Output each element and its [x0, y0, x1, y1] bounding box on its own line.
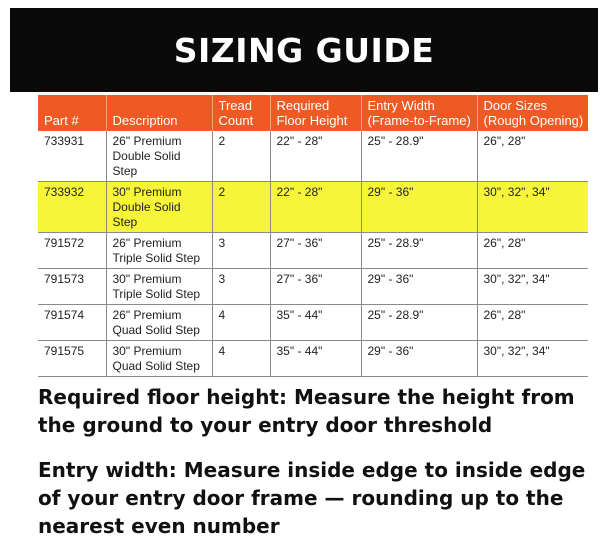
cell-description: 26" Premium Triple Solid Step [106, 233, 212, 269]
cell-tread: 2 [212, 182, 270, 233]
entry-width-note: Entry width: Measure inside edge to inside edge of your entry door frame — rounding up to the nearest even number [38, 458, 586, 538]
cell-description: 30" Premium Quad Solid Step [106, 341, 212, 377]
cell-floor-height: 22" - 28" [270, 131, 361, 182]
cell-entry-width: 29" - 36" [361, 182, 477, 233]
cell-door-sizes: 26", 28" [477, 233, 588, 269]
header-door-sizes: Door Sizes (Rough Opening) [477, 95, 588, 131]
table-row-highlighted [38, 182, 588, 233]
cell-description: 26" Premium Quad Solid Step [106, 305, 212, 341]
cell-description: 26" Premium Double Solid Step [106, 131, 212, 182]
cell-door-sizes: 30", 32", 34" [477, 269, 588, 305]
table-header-row [38, 95, 588, 131]
cell-entry-width: 29" - 36" [361, 341, 477, 377]
cell-floor-height: 27" - 36" [270, 269, 361, 305]
cell-door-sizes: 30", 32", 34" [477, 182, 588, 233]
table-row [38, 131, 588, 182]
cell-entry-width: 25" - 28.9" [361, 131, 477, 182]
table-row [38, 305, 588, 341]
header-description: Description [106, 95, 212, 131]
cell-floor-height: 35" - 44" [270, 305, 361, 341]
cell-tread: 4 [212, 341, 270, 377]
cell-door-sizes: 26", 28" [477, 305, 588, 341]
cell-part: 791575 [38, 341, 106, 377]
cell-door-sizes: 26", 28" [477, 131, 588, 182]
table-row [38, 341, 588, 377]
cell-floor-height: 27" - 36" [270, 233, 361, 269]
header-tread-count: Tread Count [212, 95, 270, 131]
cell-tread: 4 [212, 305, 270, 341]
header-entry-width: Entry Width (Frame-to-Frame) [361, 95, 477, 131]
cell-door-sizes: 30", 32", 34" [477, 341, 588, 377]
floor-height-note: Required floor height: Measure the height from the ground to your entry door threshold [38, 385, 575, 437]
cell-entry-width: 25" - 28.9" [361, 233, 477, 269]
cell-entry-width: 29" - 36" [361, 269, 477, 305]
cell-part: 791572 [38, 233, 106, 269]
cell-tread: 2 [212, 131, 270, 182]
table-row [38, 269, 588, 305]
cell-part: 733931 [38, 131, 106, 182]
sizing-table [38, 95, 588, 377]
header-floor-height: Required Floor Height [270, 95, 361, 131]
table-row [38, 233, 588, 269]
cell-tread: 3 [212, 233, 270, 269]
cell-part: 733932 [38, 182, 106, 233]
cell-description: 30" Premium Double Solid Step [106, 182, 212, 233]
cell-part: 791573 [38, 269, 106, 305]
header-part-number: Part # [38, 95, 106, 131]
sizing-notes [38, 383, 598, 557]
title-banner [10, 8, 598, 92]
cell-entry-width: 25" - 28.9" [361, 305, 477, 341]
cell-part: 791574 [38, 305, 106, 341]
cell-floor-height: 22" - 28" [270, 182, 361, 233]
cell-floor-height: 35" - 44" [270, 341, 361, 377]
cell-tread: 3 [212, 269, 270, 305]
cell-description: 30" Premium Triple Solid Step [106, 269, 212, 305]
page-title: SIZING GUIDE [173, 30, 435, 70]
